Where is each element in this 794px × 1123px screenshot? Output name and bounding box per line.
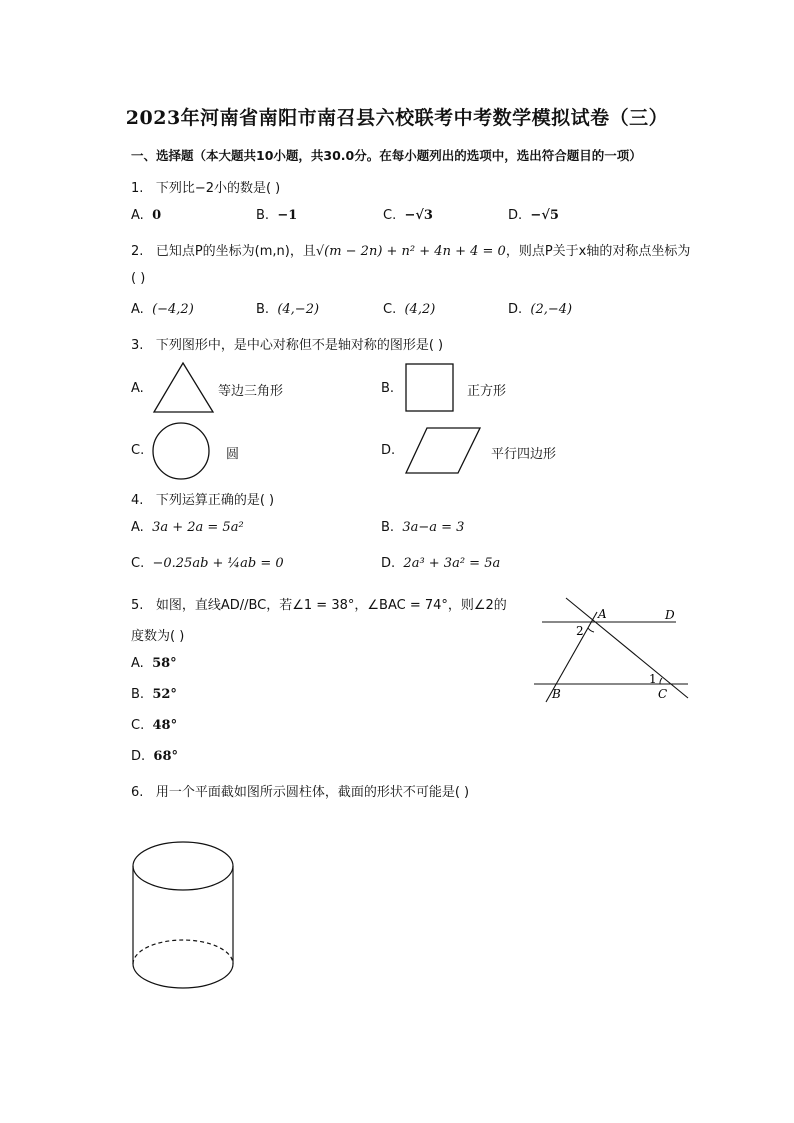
point-a-label: A [598, 607, 607, 621]
page-title: 2023年河南省南阳市南召县六校联考中考数学模拟试卷（三） [125, 107, 669, 129]
q2-option-a[interactable] [131, 302, 194, 317]
question-number: 5. [131, 598, 144, 613]
q2-option-b[interactable] [256, 302, 319, 317]
question-number: 1. [131, 181, 144, 196]
cylinder-top-ellipse [133, 842, 233, 890]
section-header: 一、选择题（本大题共10小题，共30.0分。在每小题列出的选项中，选出符合题目的一项） [131, 148, 642, 163]
q5-option-c[interactable] [131, 718, 177, 733]
point-c-label: C [658, 687, 668, 701]
question-1 [131, 177, 280, 196]
option-value: (4,2) [404, 302, 436, 317]
equilateral-triangle-shape [152, 360, 216, 416]
option-value: (4,−2) [277, 302, 320, 317]
question-text: 下列运算正确的是( ) [155, 493, 275, 508]
angle-2-arc [588, 628, 594, 632]
q4-option-d[interactable] [381, 556, 500, 571]
question-text: 如图，直线AD//BC，若∠1 = 38°，∠BAC = 74°，则∠2的 [155, 598, 507, 613]
option-value: 3a−a = 3 [402, 520, 465, 535]
option-label: D. [131, 749, 146, 764]
parallel-lines-figure [530, 592, 696, 708]
option-value: (2,−4) [530, 302, 573, 317]
q3-option-d-label[interactable]: D. [381, 443, 396, 458]
option-value: −√3 [404, 208, 433, 223]
q4-option-c[interactable] [131, 556, 284, 571]
q4-option-b[interactable] [381, 520, 464, 535]
question-number: 3. [131, 338, 144, 353]
option-label: B. [256, 208, 270, 223]
question-3 [131, 334, 443, 353]
question-2-blank: ( ) [131, 271, 146, 286]
option-label: D. [508, 302, 523, 317]
question-text: 用一个平面截如图所示圆柱体，截面的形状不可能是( ) [155, 785, 470, 800]
q1-option-c[interactable] [383, 208, 433, 223]
square-shape [404, 362, 456, 414]
option-value: (−4,2) [152, 302, 194, 317]
question-6 [131, 781, 469, 800]
q3-option-c-label[interactable]: C. [131, 443, 145, 458]
q1-option-a[interactable] [131, 208, 161, 223]
question-5-line2: 度数为( ) [131, 629, 185, 644]
option-label: C. [131, 718, 145, 733]
option-value: −1 [277, 208, 298, 223]
angle-1-label: 1 [649, 672, 657, 686]
option-value: −√5 [530, 208, 559, 223]
option-label: A. [131, 520, 144, 535]
option-label: A. [131, 656, 144, 671]
option-label: D. [508, 208, 523, 223]
angle-1-arc [660, 678, 662, 684]
option-label: B. [131, 687, 145, 702]
cylinder-bottom-front [133, 964, 233, 988]
option-label: D. [381, 556, 396, 571]
question-text: 下列比−2小的数是( ) [155, 181, 281, 196]
option-label: B. [381, 520, 395, 535]
option-label: A. [131, 208, 144, 223]
question-equation: √(m − 2n) + n² + 4n + 4 = 0 [315, 244, 506, 259]
circle-shape [151, 421, 213, 481]
q2-option-c[interactable] [383, 302, 435, 317]
q1-option-b[interactable] [256, 208, 297, 223]
option-value: 2a³ + 3a² = 5a [403, 556, 501, 571]
option-value: 0 [152, 208, 162, 223]
option-label: C. [383, 208, 397, 223]
question-text-part-a: 已知点P的坐标为(m,n)，且 [155, 244, 316, 259]
option-value: 58° [152, 656, 177, 671]
point-b-label: B [552, 687, 561, 701]
q2-option-d[interactable] [508, 302, 572, 317]
question-2 [131, 240, 690, 259]
option-value: 52° [152, 687, 177, 702]
question-4 [131, 489, 274, 508]
q3-option-c-name: 圆 [226, 447, 240, 462]
option-label: B. [256, 302, 270, 317]
q3-option-d-name: 平行四边形 [491, 447, 557, 462]
q5-option-b[interactable] [131, 687, 177, 702]
option-value: −0.25ab + ¼ab = 0 [152, 556, 284, 571]
q5-option-d[interactable] [131, 749, 178, 764]
q3-option-a-label[interactable]: A. [131, 381, 144, 396]
question-text: 下列图形中，是中心对称但不是轴对称的图形是( ) [155, 338, 444, 353]
option-label: C. [383, 302, 397, 317]
question-number: 4. [131, 493, 144, 508]
q4-option-a[interactable] [131, 520, 244, 535]
option-value: 68° [153, 749, 179, 764]
q3-option-a-name: 等边三角形 [218, 384, 284, 399]
cylinder-bottom-back-dashed [133, 940, 233, 964]
parallelogram-shape [403, 425, 483, 477]
q5-option-a[interactable] [131, 656, 177, 671]
option-value: 48° [152, 718, 178, 733]
option-label: C. [131, 556, 145, 571]
q1-option-d[interactable] [508, 208, 559, 223]
point-d-label: D [665, 608, 675, 622]
q3-option-b-label[interactable]: B. [381, 381, 395, 396]
option-value: 3a + 2a = 5a² [152, 520, 244, 535]
option-label: A. [131, 302, 144, 317]
cylinder-figure [128, 838, 240, 996]
question-number: 6. [131, 785, 144, 800]
question-number: 2. [131, 244, 144, 259]
question-5 [131, 594, 507, 613]
question-text-part-b: ，则点P关于x轴的对称点坐标为 [505, 244, 691, 259]
angle-2-label: 2 [576, 624, 584, 638]
q3-option-b-name: 正方形 [467, 384, 507, 399]
